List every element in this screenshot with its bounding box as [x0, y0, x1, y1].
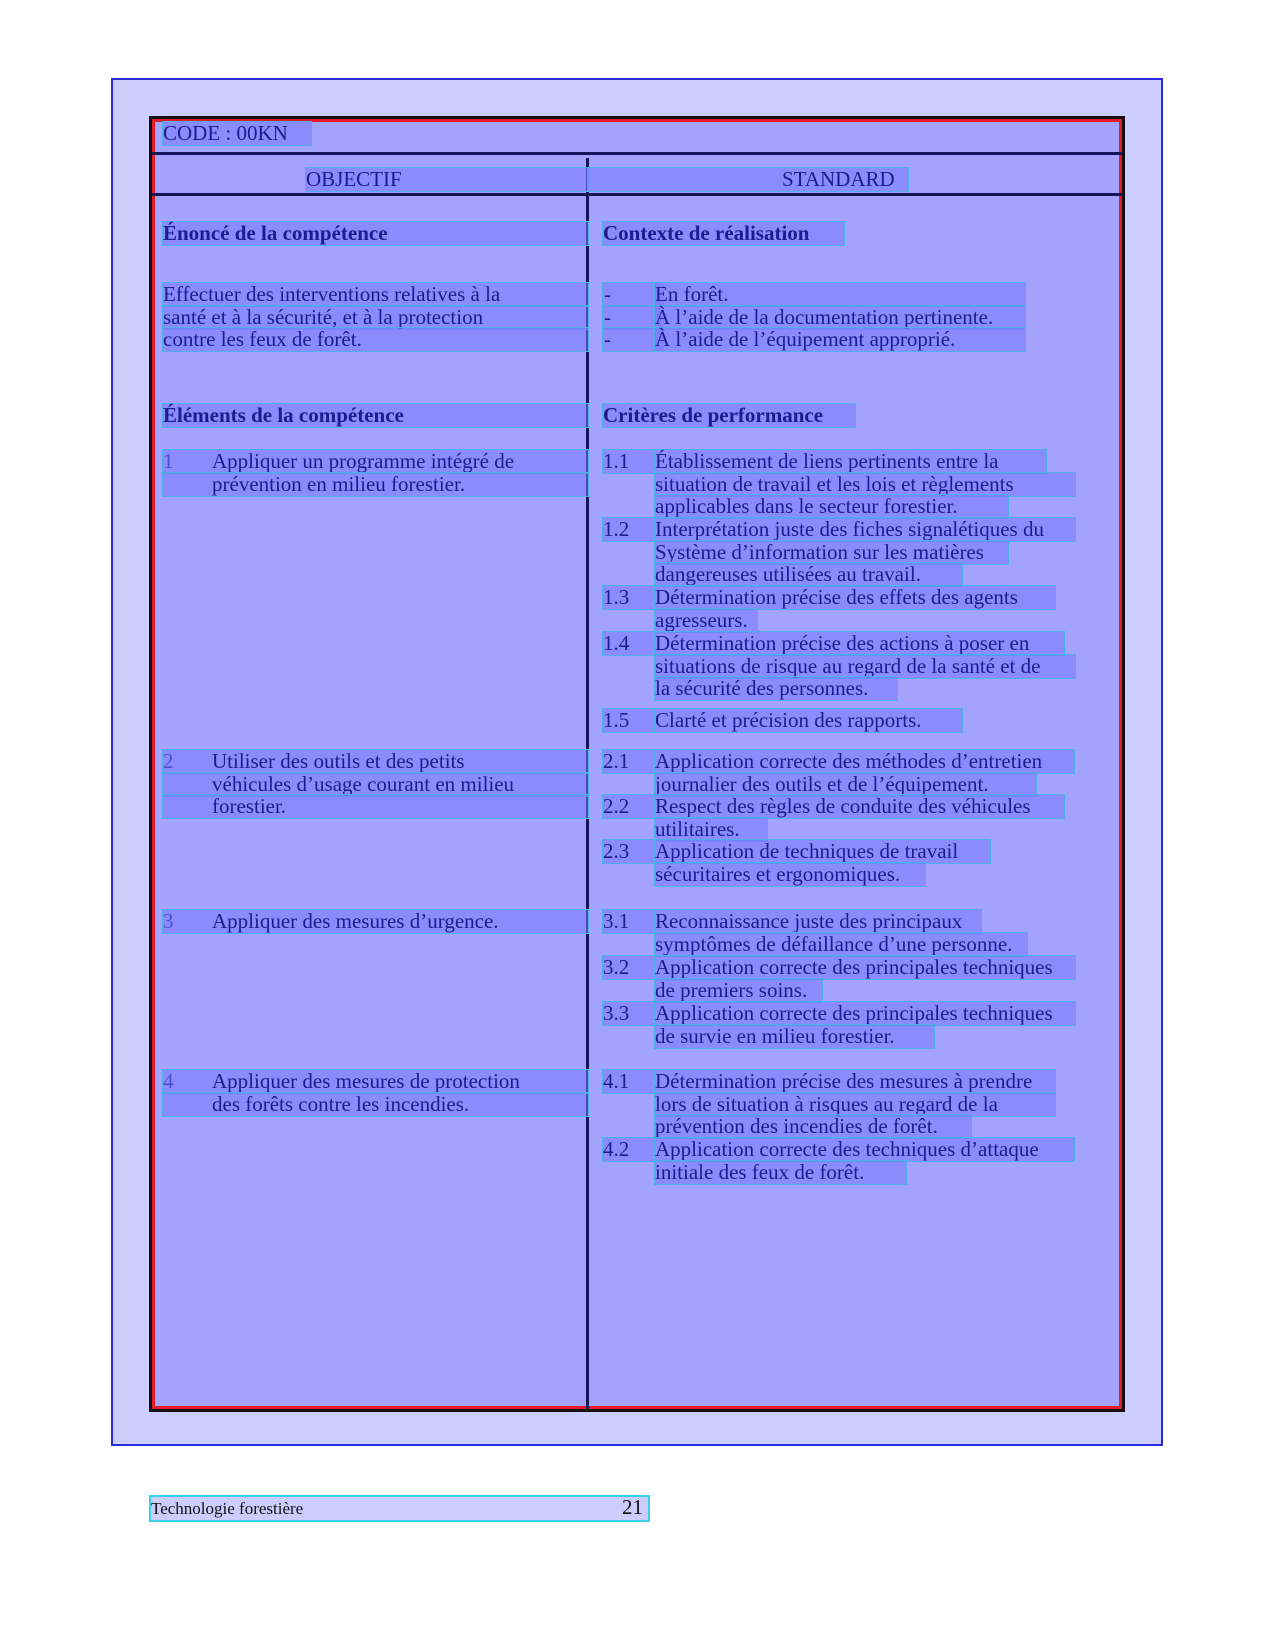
critere-line: situation de travail et les lois et règlements	[655, 471, 1014, 496]
element-line: véhicules d’usage courant en milieu	[212, 771, 515, 796]
heading-contexte: Contexte de réalisation	[603, 221, 810, 245]
critere-line: prévention des incendies de forêt.	[655, 1114, 938, 1138]
footer-page-number: 21	[622, 1495, 643, 1519]
bullet-box	[603, 283, 663, 306]
contexte-item: En forêt.	[655, 282, 729, 306]
critere-line: lors de situation à risques au regard de la	[655, 1091, 998, 1116]
critere-line: Reconnaissance juste des principaux	[655, 909, 963, 933]
critere-number: 2.1	[603, 749, 630, 773]
critere-line: de premiers soins.	[655, 977, 808, 1002]
critere-line: Application correcte des principales techniques	[655, 955, 1053, 979]
col-standard: STANDARD	[782, 167, 895, 191]
bullet-box	[603, 306, 663, 329]
critere-line: Interprétation juste des fiches signalétiques du	[655, 517, 1044, 541]
critere-number: 4.2	[603, 1137, 630, 1161]
contexte-bullet: -	[604, 327, 611, 351]
contexte-bullet: -	[604, 304, 611, 329]
critere-line: Application correcte des principales techniques	[655, 1001, 1053, 1025]
element-line: Appliquer des mesures de protection	[212, 1069, 520, 1093]
critere-line: Application correcte des méthodes d’entretien	[655, 749, 1043, 773]
critere-number: 1.1	[603, 449, 630, 473]
contexte-bullet: -	[604, 282, 611, 306]
col-objectif: OBJECTIF	[306, 167, 402, 191]
enonce-line: santé et à la sécurité, et à la protection	[163, 304, 484, 329]
critere-number: 1.5	[603, 708, 630, 732]
critere-number: 2.2	[603, 794, 630, 818]
heading-criteres: Critères de performance	[603, 403, 824, 427]
critere-number: 3.1	[603, 909, 630, 933]
critere-line: Application correcte des techniques d’attaque	[655, 1137, 1039, 1161]
element-line: Appliquer un programme intégré de	[212, 449, 515, 473]
critere-number: 1.2	[603, 517, 630, 541]
critere-line: symptômes de défaillance d’une personne.	[655, 931, 1013, 956]
critere-line: situations de risque au regard de la santé et de	[655, 653, 1041, 678]
critere-line: Respect des règles de conduite des véhicules	[655, 794, 1031, 818]
critere-number: 2.3	[603, 839, 630, 863]
critere-number: 1.4	[603, 631, 630, 655]
element-line: prévention en milieu forestier.	[212, 471, 466, 496]
critere-line: Système d’information sur les matières	[655, 539, 984, 564]
code-label: CODE : 00KN	[163, 121, 288, 145]
critere-line: Établissement de liens pertinents entre la	[655, 449, 999, 473]
critere-line: dangereuses utilisées au travail.	[655, 562, 921, 586]
critere-number: 3.3	[603, 1001, 630, 1025]
critere-line: de survie en milieu forestier.	[655, 1023, 895, 1048]
critere-line: applicables dans le secteur forestier.	[655, 494, 958, 518]
element-line: Utiliser des outils et des petits	[212, 749, 465, 773]
contexte-item: À l’aide de la documentation pertinente.	[655, 304, 994, 329]
element-line: des forêts contre les incendies.	[212, 1091, 470, 1116]
critere-line: Application de techniques de travail	[655, 839, 959, 863]
critere-line: Détermination précise des mesures à prendre	[655, 1069, 1033, 1093]
heading-enonce: Énoncé de la compétence	[163, 221, 388, 245]
critere-line: agresseurs.	[655, 607, 748, 632]
critere-number: 3.2	[603, 955, 630, 979]
critere-number: 1.3	[603, 585, 630, 609]
critere-line: Détermination précise des effets des agents	[655, 585, 1018, 609]
critere-line: la sécurité des personnes.	[655, 676, 869, 700]
critere-line: Détermination précise des actions à poser en	[655, 631, 1030, 655]
critere-number: 4.1	[603, 1069, 630, 1093]
enonce-line: Effectuer des interventions relatives à la	[163, 282, 501, 306]
bullet-box	[603, 328, 663, 351]
footer-title: Technologie forestière	[151, 1499, 304, 1518]
critere-line: Clarté et précision des rapports.	[655, 708, 922, 732]
element-line: Appliquer des mesures d’urgence.	[212, 909, 499, 933]
heading-elements: Éléments de la compétence	[163, 403, 404, 427]
critere-line: initiale des feux de forêt.	[655, 1159, 865, 1184]
critere-line: journalier des outils et de l’équipement.	[655, 771, 989, 796]
enonce-line: contre les feux de forêt.	[163, 327, 362, 351]
contexte-item: À l’aide de l’équipement approprié.	[655, 327, 956, 351]
element-line: forestier.	[212, 794, 287, 818]
critere-line: utilitaires.	[655, 816, 740, 841]
critere-line: sécuritaires et ergonomiques.	[655, 861, 901, 886]
divider-header	[152, 152, 1122, 155]
divider-columns	[152, 193, 1122, 196]
